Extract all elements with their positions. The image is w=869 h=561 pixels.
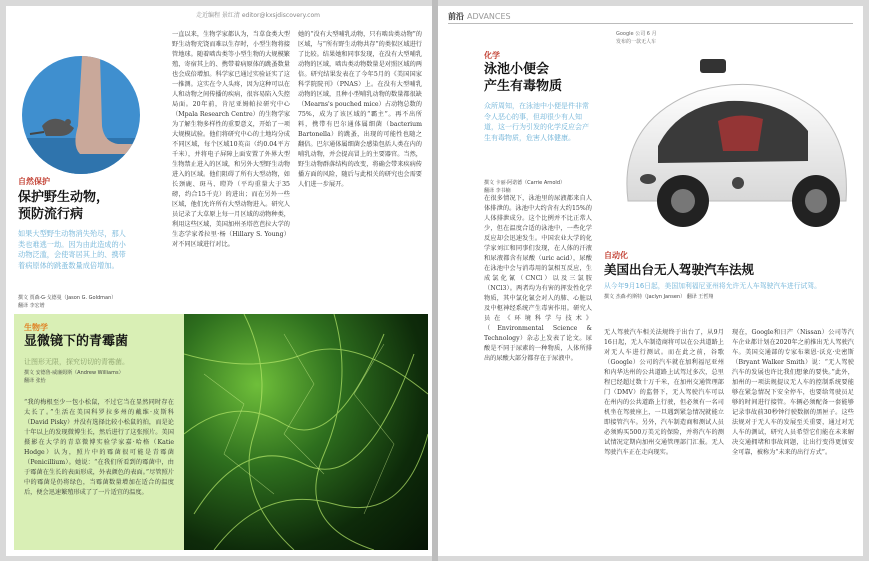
section-title-en: ADVANCES [467, 12, 511, 21]
article2-byline-author: 撰文 安德鲁·威廉姆斯（Andrew Williams） [24, 370, 124, 376]
article1-column-3: 她的“没有大型哺乳动物，只有啮齿类动物”的区域，与“所有野生动物共存”的类似区域进行了比较。结果她和同事发现，在没有大型哺乳动物的区域，啮齿类动物数量是对照区域的两倍。研究结果发表在了今年5月的《美国国家科学院院刊》（PNAS）上。在没有大型哺乳动物的区域，且种小型哺乳动物的数量都很缺（Mearns's pouched mice）占动物总数的75%，成为了该区域的“霸主”。再不出所料，携带有巴尔通体属细菌（bacterium Bartonella）的跳蚤，出现的可能性也随之翻倍。巴尔通体属细菌会感染包括人类在内的哺乳动物，并会提高冒上的主要器官。当然，野生动物群落结构的改变，将确会带来疾病传播方面的风险，随后与此相关的研究也会需要人们进一步展开。 [298, 31, 422, 188]
article3-lead: 众所周知，在泳池中小便是件非常令人恶心的事，但却很少有人知道，这一行为引发的化学反应会产生有毒物质，危害人体健康。 [484, 102, 589, 142]
rat-elephant-icon [22, 56, 140, 174]
article4-lead: 从今年9月16日起，美国加利福尼亚州将允许无人车驾驶汽车进行试驾。 [604, 282, 821, 290]
rat-illustration [22, 56, 140, 174]
section-header [448, 11, 511, 22]
article4-column-1: 无人驾驶汽车相关法规终于出台了，从9月16日起，无人车制造商将可以在公共道路上对无人车进行测试。而在此之前，谷歌（Google）公司的汽车就在加利福尼亚州和内华达州的公共道路上试驾过多次，总里程已经超过数十万千米，在加州交通管理部门（DMV）的监督下，无人驾驶汽车可以在州内的公共道路上行驶，但必须有一名司机坐在驾驶座上，一旦遇到紧急情况就能立即接管汽车。另外，汽车制造商和测试人员必须购买500万美元的保险，并将汽车的测试情况定期向加州交通管理部门汇报。无人驾驶汽车正在走向现实。 [604, 329, 724, 456]
article3-body: 在很多情况下，泳池里的尿液都来自人体排泄的。泳池中大约含有大约15%的人体排泄成分。这个比例并不比正常人少，但在温度合适的泳池中，一些化学反应却会迅速发生。中国农业大学的化学家刘江和同事们发现，在人体的汗液和尿液都含有尿酸（uric acid），尿酸在泳池中会与消毒用的氯相互反应，生成氯化氰（CNCl）以及三氯胺（NCl3）。两者均为有害的挥发性化学物质，其中氯化氰会对人的肺、心脏以及中枢神经系统产生毒害作用。研究人员在《环境科学与技术》（Environmental Science & Technology）杂志上发表了论文。尿酸是不同于尿素的一种物质，人体所排出的尿酸大部分都存在于尿液中。 [484, 195, 592, 362]
article4-tag: 自动化 [604, 251, 628, 260]
self-driving-car-photo [588, 51, 858, 241]
article1-column-2: 一直以来，生物学家都认为，当草食类大型野生动物充饶而难以生存时，小型生物将接管地球。随着啮齿类等小型生物的大规模繁殖，寄宿其上的、携带着病原体的跳蚤数量也会成倍增加。科学家已通过实验证实了这一推测。这实在令人头疼，因为这种可以在人和动物之间传播的疾病，很容易陷入失控局面。20年前，肯尼亚姆帕拉研究中心（Mpala Research Centre）的生物学家为了解生物多样性的重要意义，开始了一项大规模试验。他们将研究中心的土地均分成不同区域，每个区域10英亩（约0.04平方千米），并将电子屏障上面安置了外界大型生物禁止进入的区域，和另外大型野生动物进入的区域。他们阻碍了所有大型动物，如长颈鹿、斑马、瞪羚（平均重量大于35磅，约合15千克）的进出；而在另外一些区域，他们允许所有大型动物进入。研究人员记录了大草原上每一月区域的动物种类，利用这些区域，美国加州圣塔芭芭拉大学的生态学家希拉里·杨（Hillary S. Young）对不同区域进行对比。 [172, 31, 290, 248]
left-page [6, 6, 432, 556]
left-running-head: 走近编程 景红清 editor@kxsjdiscovery.com [196, 12, 320, 19]
article1-title-line1: 保护野生动物， [18, 190, 110, 205]
article2-body: “我的梅根至少一包小松鼠，不过它当在显然同时存在太长了。”生活在美国科罗拉多州的戴维·皮斯科（David Pisky）并没有选择比较小松鼠的拍，而是论十年以上的发现微博生长，然后进行了这张照片。美国摄影在大学的青草微博实验学家嘉·哈格（Katie Hodge）认为，照片中的霉菌很可能是青霉菌（Penicillium）。她说：“在我们所看到的霉菌中，由于霉菌在生长的表面形成，外表颜色的表面。”尽管照片中的霉菌是仍将绿色，当霉菌数量增加在适合的温度后，便会迅速繁殖形成了了一片适宜的温度。 [24, 399, 174, 496]
article1-tag: 自然保护 [18, 177, 50, 186]
article2-byline-translator: 翻译 张怡 [24, 378, 46, 384]
section-title: 前沿 [448, 12, 464, 21]
article1-title-line2: 预防流行病 [18, 207, 84, 222]
header-rule [448, 23, 853, 24]
article4-byline: 撰文 杰森·约斯特（Jaclyn Jansen） 翻译 王哲翔 [604, 294, 714, 300]
mold-filaments-icon [184, 314, 428, 550]
article1-byline-translator: 翻译 李宏增 [18, 303, 45, 309]
article3-tag: 化学 [484, 51, 500, 60]
article4-column-2: 现在，Google和日产（Nissan）公司等汽车企业都计划在2020年之前推出无人驾驶汽车。美国交通部的专家布莱恩·沃克·史密斯（Bryant Walker Smith）说：“无人驾驶汽车的发展也许比我们想象的要快。”此外，加州的一项法规提议无人车的控制系统要能够在紧急情况下安全停车，也要给驾驶员足够的时间进行接管。车辆必须配备一套能够记录事故前30秒钟行驶数据的黑匣子。这些法规对于无人车的发展至关重要，通过对无人车的测试，研究人员希望它们能在未来解决交通拥堵和事故问题，让出行变得更加安全可靠，被称为“未来的出行方式”。 [732, 329, 854, 456]
car-caption-line2: 发布的一款无人车 [616, 39, 657, 45]
car-caption-line1: Google 公司 6 月 [616, 31, 657, 37]
article3-title-line1: 泳池小便会 [484, 62, 550, 77]
article2-title: 显微镜下的青霉菌 [24, 334, 129, 349]
penicillium-micrograph [184, 314, 428, 550]
article2-tag: 生物学 [24, 323, 48, 332]
article4-title: 美国出台无人驾驶汽车法规 [604, 262, 755, 277]
car-icon [588, 51, 858, 241]
article3-title-line2: 产生有毒物质 [484, 79, 563, 94]
article1-byline-author: 撰文 贾森·G·戈德曼（Jason G. Goldman） [18, 295, 117, 301]
right-page [438, 6, 863, 556]
article3-byline-author: 撰文 卡丽·阿诺德（Carrie Arnold） [484, 180, 565, 186]
article3-byline-translator: 翻译 李书楠 [484, 188, 511, 194]
article1-lead: 如果大型野生动物消失殆尽，那人类也难逃一劫。因为由此造成的小动物泛滥，会使寄居其上的、携带着病原体的跳蚤数量成倍增加。 [18, 229, 126, 270]
article2-lead: 让图形无限，探究切切的青霉菌。 [24, 358, 129, 366]
